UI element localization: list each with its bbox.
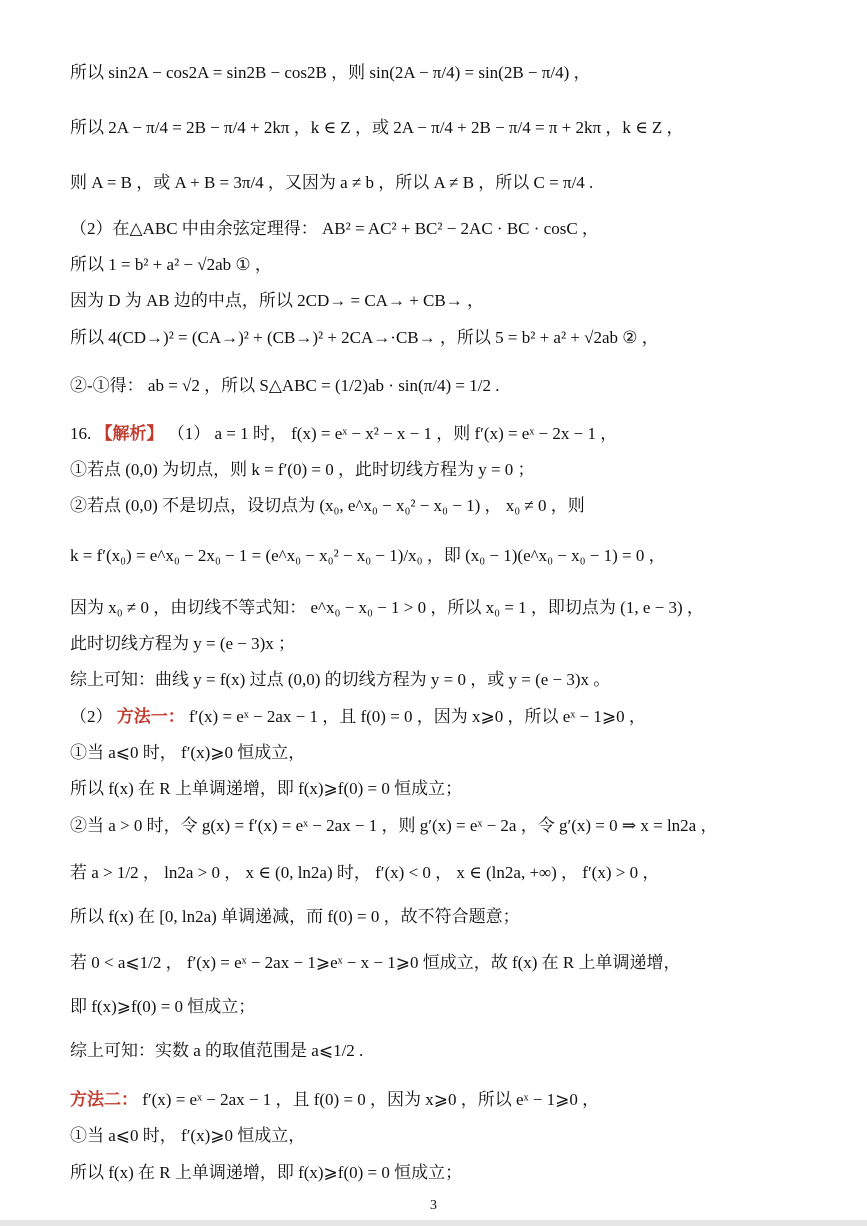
line-12: k = f′(x₀) = e^x₀ − 2x₀ − 1 = (e^x₀ − x₀² − x₀ − 1)/x₀ ，即 (x₀ − 1)(e^x₀ − x₀ − 1) = 0 ，: [70, 546, 666, 565]
line-1: 所以 sin2A − cos2A = sin2B − cos2B ，则 sin(2A − π/4) = sin(2B − π/4) ，: [70, 63, 591, 82]
line-7: 所以 4(CD→)² = (CA→)² + (CB→)² + 2CA→·CB→ ，所以 5 = b² + a² + √2ab ② ，: [70, 328, 659, 347]
question-number: 16.: [70, 424, 92, 443]
line-19: ②当 a > 0 时，令 g(x) = f′(x) = eˣ − 2ax − 1 ，则 g′(x) = eˣ − 2a ，令 g′(x) = 0 ⇒ x = ln2a ，: [70, 816, 718, 835]
line-23: 即 f(x)⩾f(0) = 0 恒成立；: [70, 997, 256, 1016]
method2-label: 方法二：: [70, 1090, 138, 1109]
line-10: ①若点 (0,0) 为切点，则 k = f′(0) = 0 ，此时切线方程为 y = 0 ；: [70, 460, 535, 479]
line-21: 所以 f(x) 在 [0, ln2a) 单调递减，而 f(0) = 0 ，故不符合题意；: [70, 907, 520, 926]
analysis-tag: 【解析】: [95, 424, 164, 443]
line-26: ①当 a⩽0 时， f′(x)⩾0 恒成立，: [70, 1126, 306, 1145]
method1-label: 方法一：: [116, 707, 185, 726]
page-number: 3: [430, 1198, 437, 1213]
line-4: （2）在△ABC 中由余弦定理得： AB² = AC² + BC² − 2AC · BC · cosC ，: [70, 219, 599, 238]
q16-line: [70, 423, 831, 445]
line-22: 若 0 < a⩽1/2 ， f′(x) = eˣ − 2ax − 1⩾eˣ − x − 1⩾0 恒成立，故 f(x) 在 R 上单调递增，: [70, 953, 681, 972]
line-6: 因为 D 为 AB 边的中点，所以 2CD→ = CA→ + CB→ ，: [70, 291, 484, 310]
line-11: ②若点 (0,0) 不是切点，设切点为 (x₀, e^x₀ − x₀² − x₀ − 1) ， x₀ ≠ 0 ，则: [70, 496, 585, 515]
line-5: 所以 1 = b² + a² − √2ab ① ，: [70, 255, 272, 274]
footer-divider: [0, 1220, 867, 1226]
method2-line: [70, 1089, 831, 1111]
line-13: 因为 x₀ ≠ 0 ，由切线不等式知： e^x₀ − x₀ − 1 > 0 ，所以 x₀ = 1 ，即切点为 (1, e − 3) ，: [70, 598, 704, 617]
line-27: 所以 f(x) 在 R 上单调递增，即 f(x)⩾f(0) = 0 恒成立；: [70, 1163, 463, 1182]
method1-text: f′(x) = eˣ − 2ax − 1 ，且 f(0) = 0 ，因为 x⩾0 ，所以 eˣ − 1⩾0 ，: [189, 707, 646, 726]
line-17: ①当 a⩽0 时， f′(x)⩾0 恒成立，: [70, 743, 306, 762]
line-20: 若 a > 1/2 ， ln2a > 0 ， x ∈ (0, ln2a) 时， f′(x) < 0 ， x ∈ (ln2a, +∞) ， f′(x) > 0 ，: [70, 863, 660, 882]
part2-prefix: （2）: [70, 707, 113, 726]
line-15: 综上可知：曲线 y = f(x) 过点 (0,0) 的切线方程为 y = 0 ，或 y = (e − 3)x 。: [70, 670, 611, 689]
q16-part1-text: （1） a = 1 时， f(x) = eˣ − x² − x − 1 ，则 f′(x) = eˣ − 2x − 1 ，: [167, 424, 618, 443]
line-3: 则 A = B ，或 A + B = 3π/4 ，又因为 a ≠ b ，所以 A ≠ B ，所以 C = π/4 .: [70, 173, 594, 192]
line-2: 所以 2A − π/4 = 2B − π/4 + 2kπ ，k ∈ Z ，或 2A − π/4 + 2B − π/4 = π + 2kπ ，k ∈ Z ，: [70, 118, 684, 137]
line-18: 所以 f(x) 在 R 上单调递增，即 f(x)⩾f(0) = 0 恒成立；: [70, 779, 463, 798]
part2-method1-line: [70, 706, 831, 728]
line-8: ②-①得： ab = √2 ，所以 S△ABC = (1/2)ab · sin(π/4) = 1/2 .: [70, 376, 500, 395]
line-24: 综上可知：实数 a 的取值范围是 a⩽1/2 .: [70, 1041, 364, 1060]
method2-text: f′(x) = eˣ − 2ax − 1 ，且 f(0) = 0 ，因为 x⩾0 ，所以 eˣ − 1⩾0 ，: [142, 1090, 600, 1109]
line-14: 此时切线方程为 y = (e − 3)x ；: [70, 634, 296, 653]
